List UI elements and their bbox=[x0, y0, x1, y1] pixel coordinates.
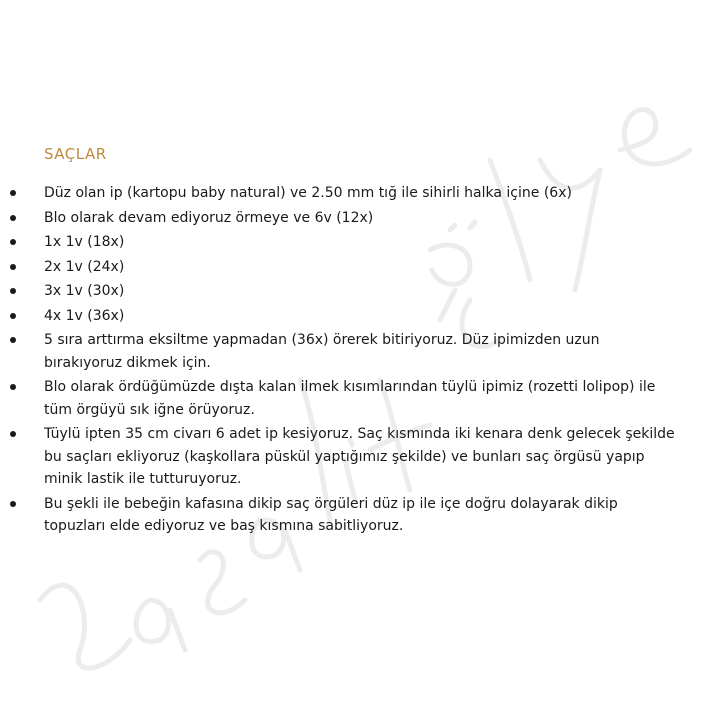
section-title: SAÇLAR bbox=[44, 145, 107, 163]
item-text: 1x 1v (18x) bbox=[44, 234, 125, 250]
list-item bbox=[0, 280, 720, 303]
bullet-icon bbox=[10, 337, 16, 343]
bullet-icon bbox=[10, 190, 16, 196]
list-item bbox=[0, 493, 720, 538]
bullet-icon bbox=[10, 313, 16, 319]
bullet-icon bbox=[10, 215, 16, 221]
list-item bbox=[0, 231, 720, 254]
item-text: 5 sıra arttırma eksiltme yapmadan (36x) örerek bitiriyoruz. Düz ipimizden uzun bbox=[44, 332, 600, 348]
list-item bbox=[0, 207, 720, 230]
item-text: minik lastik ile tutturuyoruz. bbox=[44, 471, 242, 487]
item-text: Blo olarak ördüğümüzde dışta kalan ilmek kısımlarından tüylü ipimiz (rozetti lolipop) ile bbox=[44, 379, 656, 395]
bullet-icon bbox=[10, 239, 16, 245]
list-item bbox=[0, 376, 720, 421]
item-text: Tüylü ipten 35 cm civarı 6 adet ip kesiyoruz. Saç kısmında iki kenara denk gelecek şekilde bbox=[44, 426, 675, 442]
item-text: bırakıyoruz dikmek için. bbox=[44, 354, 211, 371]
bullet-icon bbox=[10, 264, 16, 270]
instruction-list bbox=[0, 182, 720, 540]
list-item bbox=[0, 329, 720, 374]
bullet-icon bbox=[10, 431, 16, 437]
item-text: bu saçları ekliyoruz (kaşkollara püskül yaptığımız şekilde) ve bunları saç örgüsü yapıp bbox=[44, 448, 645, 465]
item-text: Düz olan ip (kartopu baby natural) ve 2.50 mm tığ ile sihirli halka içine (6x) bbox=[44, 185, 572, 201]
list-item bbox=[0, 305, 720, 328]
item-text: 2x 1v (24x) bbox=[44, 258, 125, 275]
bullet-icon bbox=[10, 288, 16, 294]
item-text: topuzları elde ediyoruz ve baş kısmına sabitliyoruz. bbox=[44, 518, 404, 534]
item-text: 4x 1v (36x) bbox=[44, 307, 125, 324]
item-text: tüm örgüyü sık iğne örüyoruz. bbox=[44, 401, 255, 418]
list-item bbox=[0, 423, 720, 491]
item-text: 3x 1v (30x) bbox=[44, 283, 125, 299]
bullet-icon bbox=[10, 501, 16, 507]
item-text: Bu şekli ile bebeğin kafasına dikip saç örgüleri düz ip ile içe doğru dolayarak dikip bbox=[44, 495, 618, 512]
list-item bbox=[0, 256, 720, 279]
item-text: Blo olarak devam ediyoruz örmeye ve 6v (12x) bbox=[44, 209, 374, 226]
bullet-icon bbox=[10, 384, 16, 390]
list-item bbox=[0, 182, 720, 205]
